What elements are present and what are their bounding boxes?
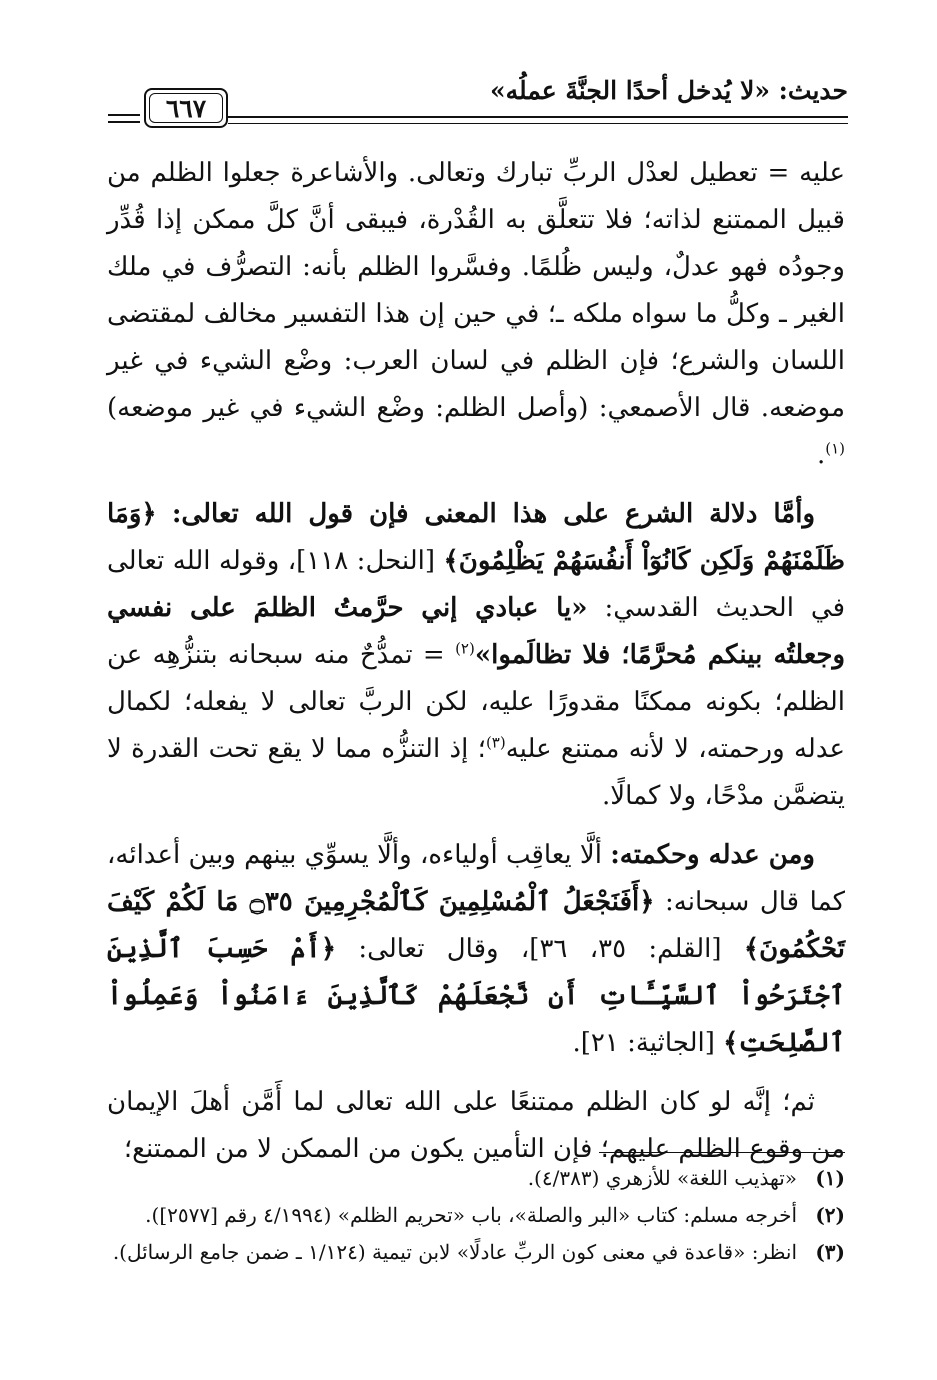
footnote-text: أخرجه مسلم: كتاب «البر والصلة»، باب «تحريم الظلم» (٤/١٩٩٤ رقم [٢٥٧٧]). <box>145 1203 797 1227</box>
header-title: حديث: «لا يُدخل أحدًا الجنَّةَ عملُه» <box>490 76 848 105</box>
paragraph-1-end: . <box>816 440 826 470</box>
footnote-number: (٣) <box>815 1240 845 1264</box>
footnote-number: (١) <box>815 1166 845 1190</box>
quran-verse-jathiya: ﴿أَمْ حَسِبَ ٱلَّذِينَ ٱجْتَرَحُواْ ٱلسَّيِّـَٔاتِ أَن نَّجْعَلَهُمْ كَٱلَّذِينَ ءَامَنُواْ وَعَمِلُواْ ٱلصَّلِحَتِ﴾ <box>107 934 845 1058</box>
verse-ref-qalam: [القلم: ٣٥، ٣٦]، وقال تعالى: <box>358 934 722 964</box>
quran-verse-nahl: ﴿وَمَا ظَلَمْنَهُمْ وَلَكِن كَانُوٓاْ أَنفُسَهُمْ يَظْلِمُونَ﴾ <box>107 499 845 576</box>
footnote-3 <box>107 1234 845 1271</box>
paragraph-4 <box>107 1079 845 1173</box>
footnote-1 <box>107 1160 845 1197</box>
paragraph-2-lead: وأمَّا دلالة الشرع على هذا المعنى فإن قول الله تعالى: <box>171 499 816 529</box>
main-text <box>107 150 845 1185</box>
footnote-ref-1[interactable]: (١) <box>825 439 845 458</box>
paragraph-1-text: عليه = تعطيل لعدْل الربِّ تبارك وتعالى. والأشاعرة جعلوا الظلم من قبيل الممتنع لذاته؛ فلا تتعلَّق به القُدْرة، فيبقى أنَّ كلَّ ممكن إذا قُدِّر وجودُه فهو عدلٌ، وليس ظُلمًا. وفسَّروا الظلم بأنه: التصرُّف في ملك الغير ـ وكلُّ ما سواه ملكه ـ؛ في حين إن هذا التفسير مخالف لمقتضى اللسان والشرع؛ فإن الظلم في لسان العرب: وضْع الشيء في غير موضعه. قال الأصمعي: (وأصل الظلم: وضْع الشيء في غير موضعه) <box>107 158 845 423</box>
paragraph-2-end: ؛ إذ التنزُّه مما لا يقع تحت القدرة لا يتضمَّن مدْحًا، ولا كمالًا. <box>107 734 845 811</box>
header-rule-left-2 <box>108 121 140 123</box>
footnote-text: انظر: «قاعدة في معنى كون الربِّ عادلًا» لابن تيمية (١/١٢٤ ـ ضمن جامع الرسائل). <box>112 1240 797 1264</box>
header-rule <box>228 116 848 118</box>
paragraph-3 <box>107 832 845 1067</box>
page-number-box <box>144 88 228 128</box>
footnote-ref-2[interactable]: (٢) <box>455 639 475 658</box>
running-header <box>108 70 848 140</box>
verse-ref-jathiya: [الجاثية: ٢١]. <box>572 1028 715 1058</box>
footnotes <box>107 1160 845 1271</box>
footnote-2 <box>107 1197 845 1234</box>
paragraph-2-rest: = تمدُّحٌ منه سبحانه بتنزُّهِه عن الظلم؛ بكونه ممكنًا مقدورًا عليه، لكن الربَّ تعالى لا يفعله؛ لكمال عدله ورحمته، لا لأنه ممتنع عليه <box>107 640 845 764</box>
footnote-ref-3[interactable]: (٣) <box>485 733 506 752</box>
paragraph-2 <box>107 491 845 820</box>
page-number: ٦٦٧ <box>165 93 207 123</box>
paragraph-4-text: ثم؛ إنَّه لو كان الظلم ممتنعًا على الله تعالى لما أَمَّن أهلَ الإيمان من وقوع الظلم عليهم؛ فإن التأمين يكون من الممكن لا من الممتنع؛ <box>107 1087 845 1164</box>
paragraph-3-text: ألَّا يعاقِب أولياءه، وألَّا يسوِّي بينهم وبين أعدائه، كما قال سبحانه: <box>107 840 846 917</box>
header-rule-thin <box>228 123 848 124</box>
paragraph-1 <box>107 150 845 479</box>
quran-verse-qalam: ﴿أَفَنَجْعَلُ ٱلْمُسْلِمِينَ كَٱلْمُجْرِمِينَ ۝٣٥ مَا لَكُمْ كَيْفَ تَحْكُمُونَ﴾ <box>107 887 846 964</box>
footnote-separator <box>599 1152 845 1153</box>
paragraph-3-lead: ومن عدله وحكمته: <box>610 840 815 870</box>
hadith-qudsi: «يا عبادي إني حرَّمتُ الظلمَ على نفسي وجعلتُه بينكم مُحرَّمًا؛ فلا تظالَموا» <box>107 593 846 670</box>
footnote-number: (٢) <box>815 1203 845 1227</box>
footnote-text: «تهذيب اللغة» للأزهري (٤/٣٨٣). <box>527 1166 797 1190</box>
header-rule-left <box>108 114 140 116</box>
verse-ref-nahl: [النحل: ١١٨]، وقوله الله تعالى في الحديث القدسي: <box>107 546 845 623</box>
